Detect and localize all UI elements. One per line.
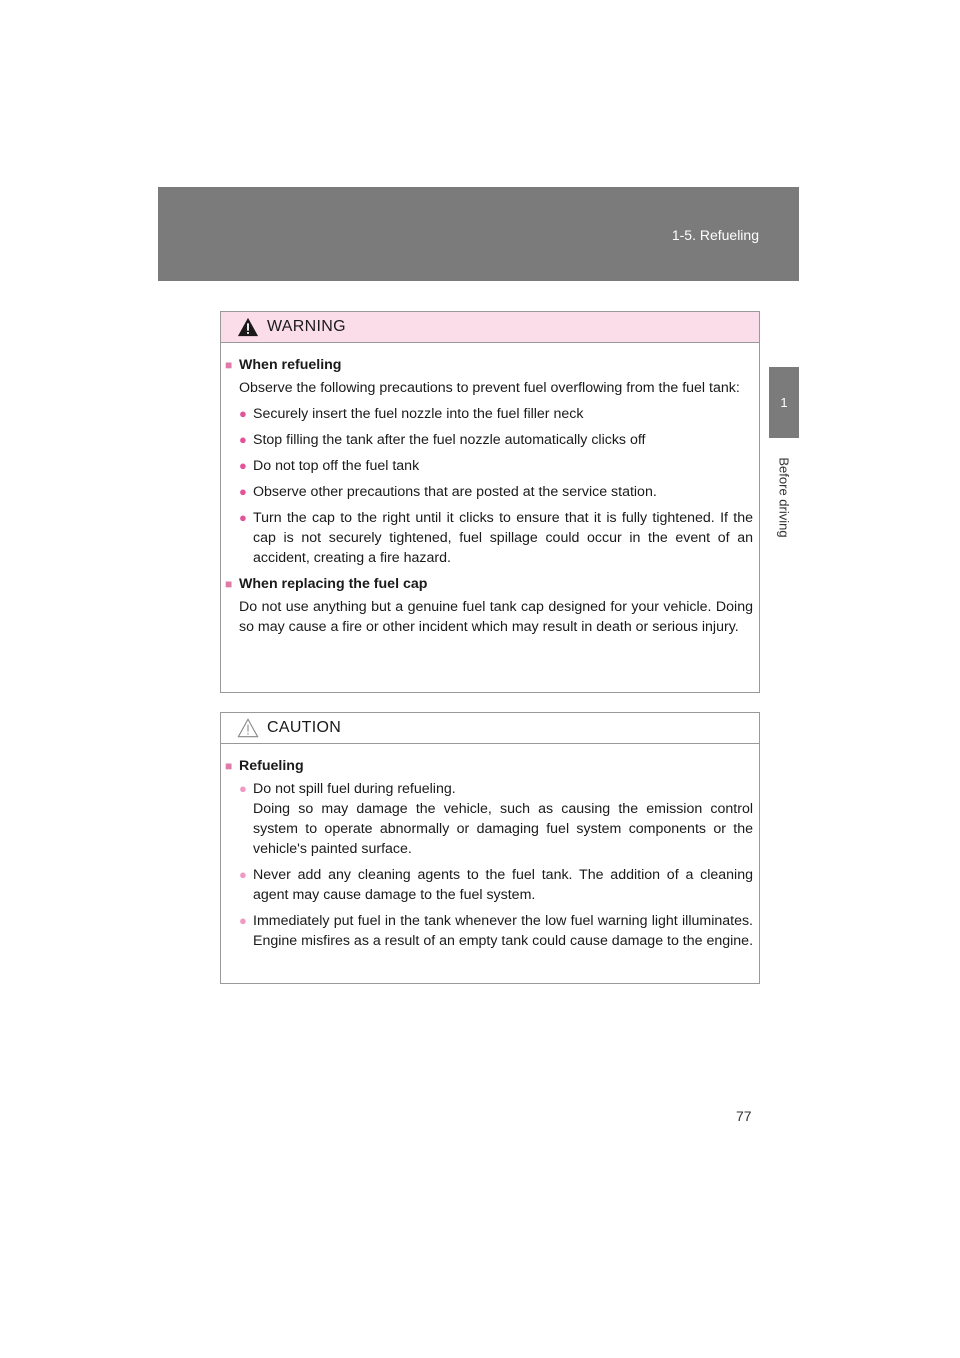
heading-text: When replacing the fuel cap — [239, 576, 428, 592]
list-item-text: Stop filling the tank after the fuel nozzle automatically clicks off — [253, 432, 646, 448]
caution-header — [221, 713, 759, 744]
chapter-title: Before driving — [776, 456, 792, 538]
list-item-detail: Doing so may damage the vehicle, such as causing the emission control system to operate abnormally or damaging fuel system components or the vehicle's painted surface. — [253, 801, 753, 857]
list-item — [225, 404, 753, 424]
chapter-label — [769, 452, 799, 542]
list-item-lead: Do not spill fuel during refueling. — [253, 781, 456, 797]
circle-bullet-icon: ● — [239, 867, 247, 882]
list-item — [225, 482, 753, 502]
list-item — [225, 865, 753, 905]
page-number: 77 — [736, 1108, 752, 1124]
caution-triangle-icon — [237, 717, 259, 739]
circle-bullet-icon: ● — [239, 510, 247, 525]
section-heading — [225, 355, 753, 375]
warning-triangle-icon — [237, 316, 259, 338]
section-title: 1-5. Refueling — [671, 227, 759, 243]
circle-bullet-icon: ● — [239, 458, 247, 473]
list-item-text — [253, 779, 753, 859]
list-item-text: Observe other precautions that are posted at the service station. — [253, 484, 657, 500]
list-item-text: Immediately put fuel in the tank whenever the low fuel warning light illuminates. Engine misfires as a result of an empty tank could cause damage to the engine. — [253, 913, 754, 949]
list-item-text: Turn the cap to the right until it clicks to ensure that it is fully tightened. If the cap is not securely tightened, fuel spillage could occur in the event of an accident, creating a fire hazard. — [253, 510, 753, 566]
square-bullet-icon: ■ — [225, 577, 233, 591]
page-header — [158, 187, 799, 281]
warning-body — [221, 343, 759, 655]
section-heading — [225, 574, 753, 594]
caution-box — [220, 712, 760, 984]
list-item-text: Securely insert the fuel nozzle into the fuel filler neck — [253, 406, 584, 422]
warning-box — [220, 311, 760, 693]
circle-bullet-icon: ● — [239, 781, 247, 796]
list-item — [225, 911, 753, 951]
list-item — [225, 430, 753, 450]
circle-bullet-icon: ● — [239, 432, 247, 447]
circle-bullet-icon: ● — [239, 913, 247, 928]
list-item — [225, 456, 753, 476]
chapter-tab — [769, 367, 799, 438]
circle-bullet-icon: ● — [239, 484, 247, 499]
list-item-text: Do not top off the fuel tank — [253, 458, 420, 474]
warning-header — [221, 312, 759, 343]
square-bullet-icon: ■ — [225, 759, 233, 773]
paragraph: Do not use anything but a genuine fuel tank cap designed for your vehicle. Doing so may cause a fire or other incident which may result in death or serious injury. — [239, 599, 753, 635]
list-item-text: Never add any cleaning agents to the fuel tank. The addition of a cleaning agent may cause damage to the fuel system. — [253, 867, 753, 903]
section-heading — [225, 756, 753, 776]
paragraph: Observe the following precautions to prevent fuel overflowing from the fuel tank: — [239, 380, 740, 396]
chapter-number: 1 — [780, 395, 788, 410]
circle-bullet-icon: ● — [239, 406, 247, 421]
caution-body — [221, 744, 759, 969]
list-item — [225, 779, 753, 859]
square-bullet-icon: ■ — [225, 358, 233, 372]
heading-text: When refueling — [239, 357, 342, 373]
heading-text: Refueling — [239, 758, 304, 774]
caution-title: CAUTION — [267, 719, 342, 736]
list-item — [225, 508, 753, 568]
warning-title: WARNING — [267, 318, 346, 335]
